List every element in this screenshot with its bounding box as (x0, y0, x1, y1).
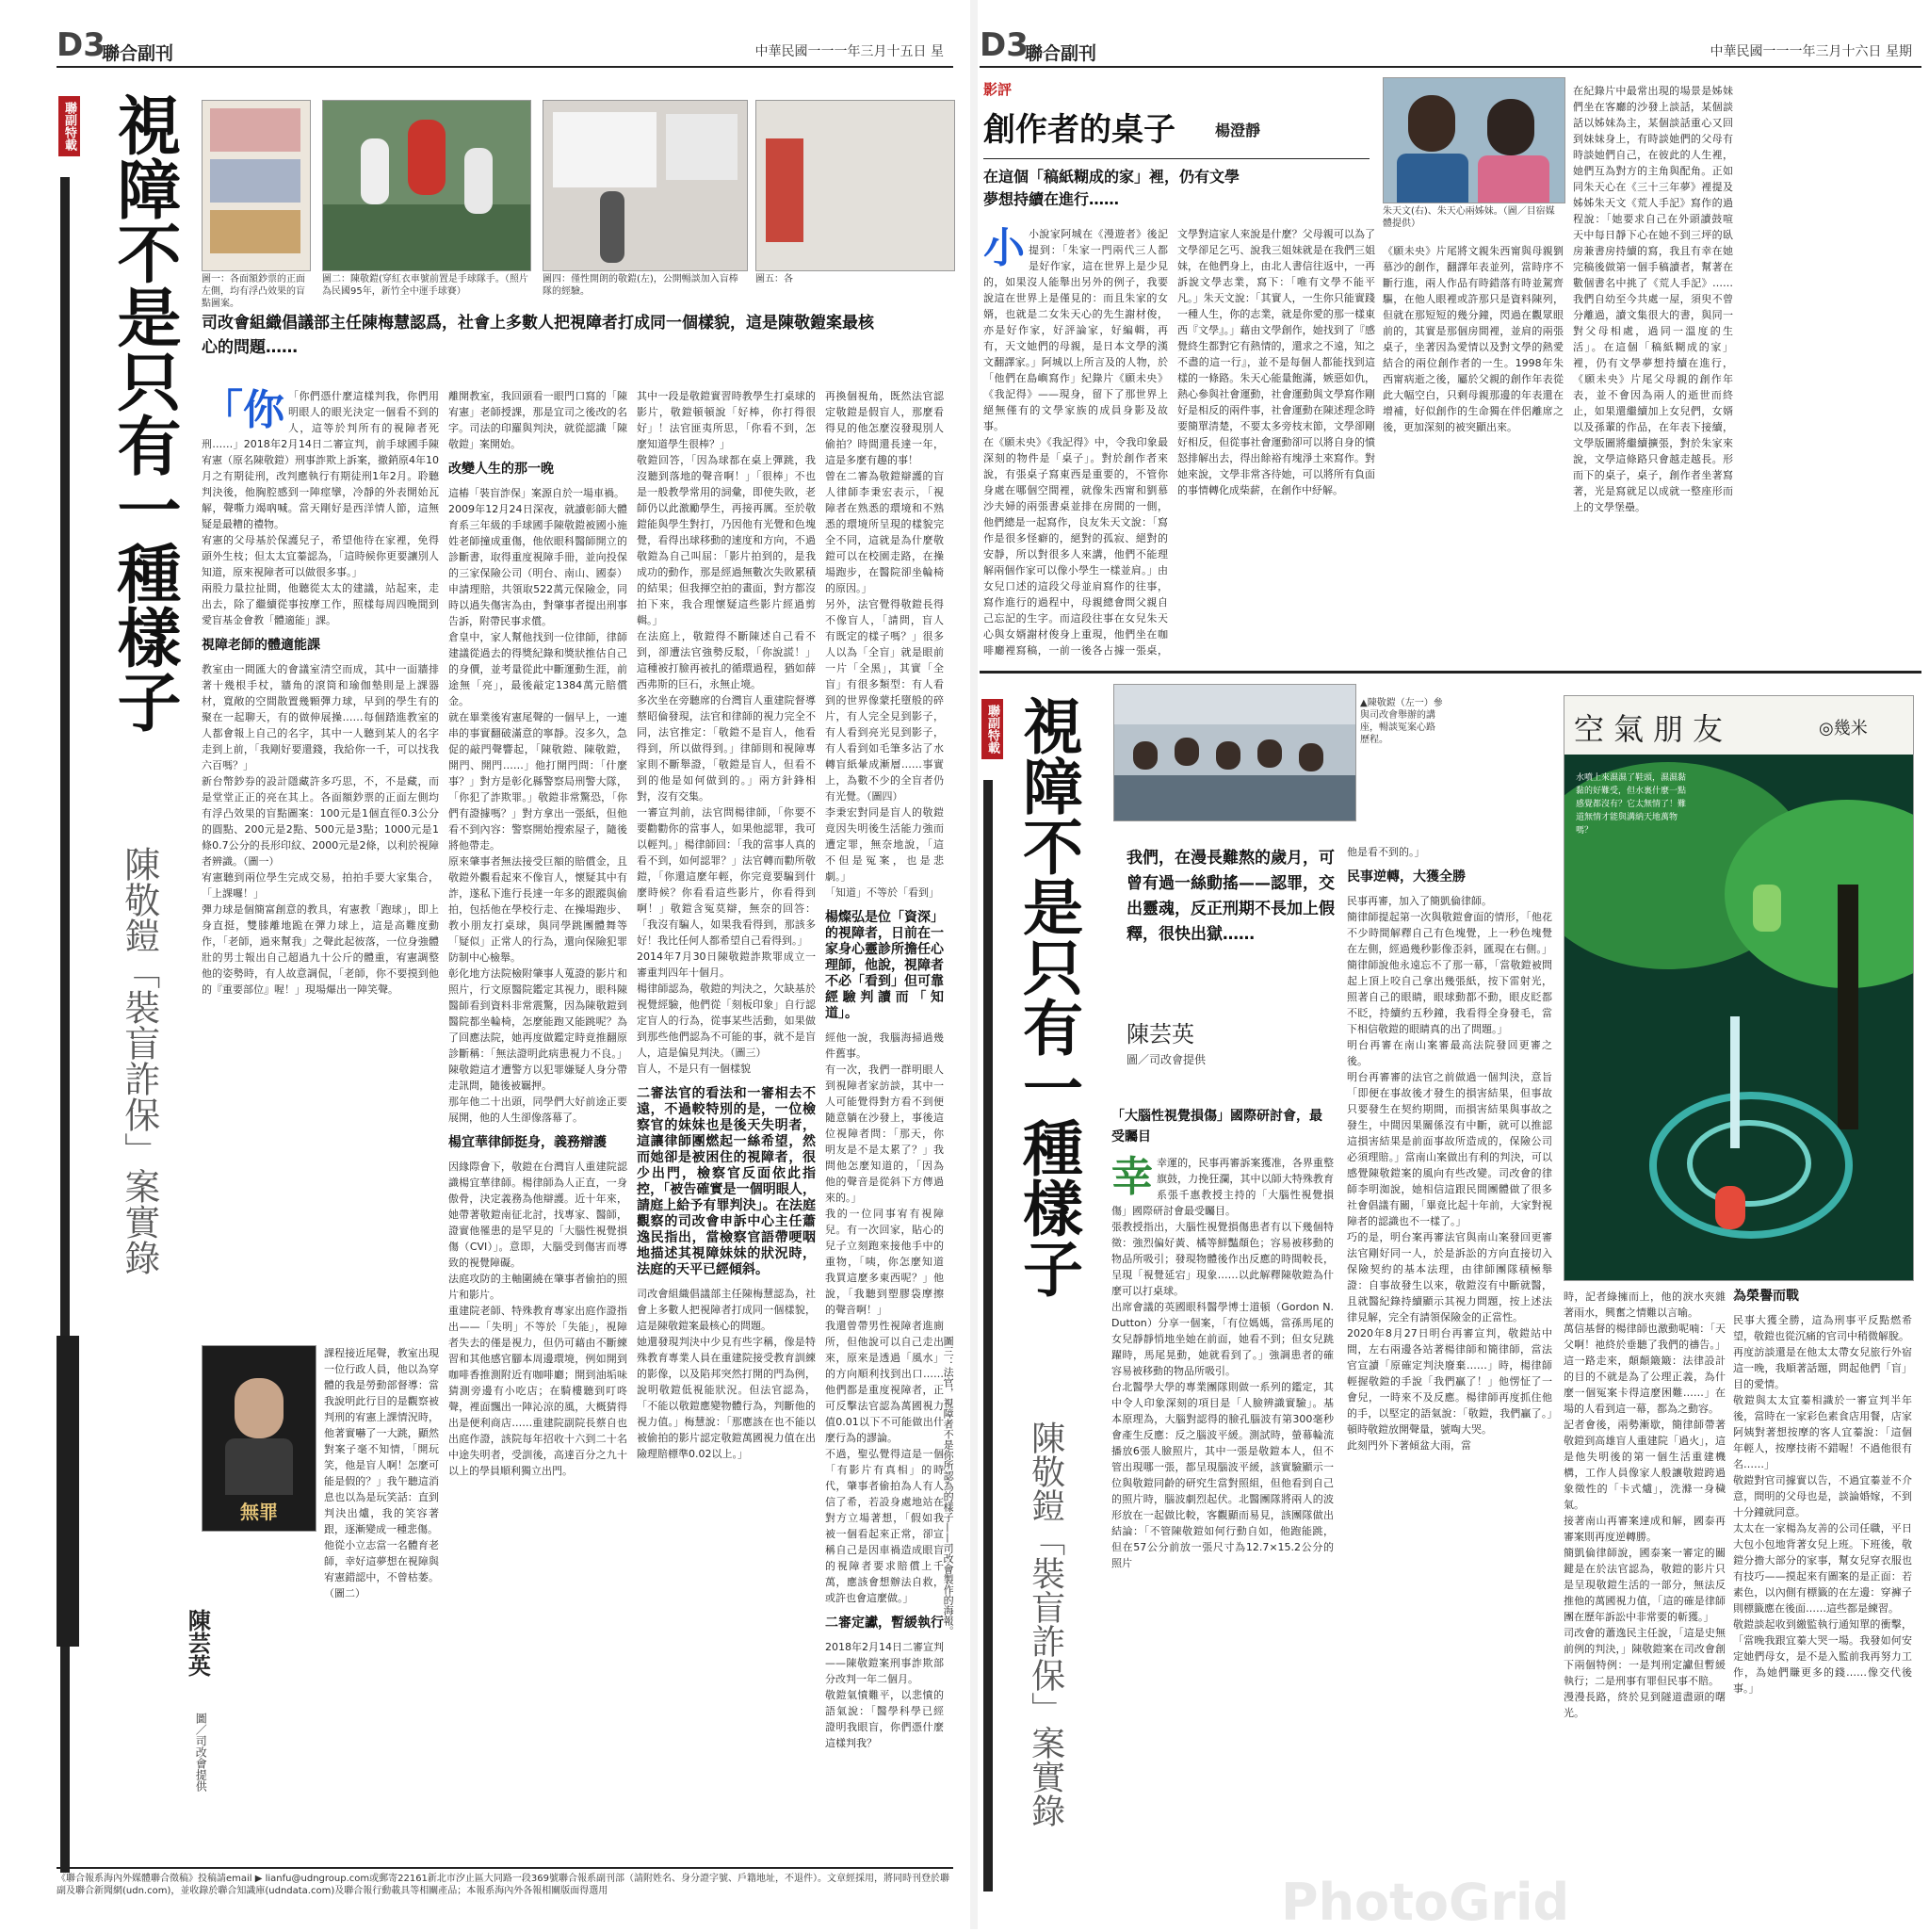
byline-credit: 圖／司改會提供 (1127, 1053, 1207, 1066)
paragraph: 敬鎧與太太宜蓁相識於一審宣判半年後，當時在一家彩色素食店用餐，店家阿姨對著想按摩的客人宜蓁說：「這個年輕人，按摩技術不錯喔！不過他很有名……」 (1733, 1394, 1912, 1470)
paragraph: 巧的是，明台案再審法官與南山案發回更審法官剛好同一人，於是訴訟的方向直接切入保險契約的基本法理，由律師團隊積極舉證：自事故發生以來，敬鎧沒有中斷就醫，且就醫紀錄持續顯示其視力問題，按上述法律見解，完全有請領保險金的正當性。 (1347, 1231, 1552, 1323)
paragraph: 法庭攻防的主軸圍繞在肇事者偷拍的照片和影片。 (448, 1273, 627, 1301)
review-author: 楊澄靜 (1215, 122, 1261, 139)
section-heading: 楊宜華律師挺身，義務辯護 (448, 1135, 607, 1150)
feature-tag: 聯副特載 (58, 96, 80, 156)
paragraph: 有一次，我們一群明眼人到視障者家訪談，其中一人可能覺得對方看不到便隨意躺在沙發上，事後這位視障者問：「那天，你明友是不是太累了？」我問他怎麼知道的，「因為他的聲音是從斜下方傳過來的。」 (825, 1063, 944, 1204)
paragraph: 太太在一家楊為友善的公司任職，平日大包小包地背著女兒上班。下班後，敬鎧分擔大部分的家事，幫女兒穿衣服也有技巧——摸起來有圖案的是正面：若素色，以內側有標籤的在左邊：穿褲子則標籤應在後面……這些都是練習。 (1733, 1522, 1912, 1615)
paragraph: 漫漫長路，終於見到隧道盡頭的曙光。 (1564, 1691, 1726, 1719)
paragraph: 幸運的，民事再審訴案獲准，各界重整旗鼓，力挽狂瀾，其中以師大特殊教育系張千惠教授主持的「大腦性視覺損傷」國際研討會最受矚目。 (1111, 1157, 1334, 1217)
paragraph: 接著南山再審案達成和解，國泰再審案則再度逆轉勝。 (1564, 1515, 1726, 1543)
page-number: D3 (57, 26, 105, 64)
paragraph: 他是看不到的。」 (1347, 846, 1425, 858)
paragraph: 重建院老師、特殊教育專家出庭作證指出——「失明」不等於「失能」，視障者失去的僅是視力，但仍可藉由不斷練習和其他感官腳本周邊環境，例如開到咖啡香推測附近有咖啡廳；開到油垢味猜測旁邊有小吃店；在騎樓聽到叮咚聲，裡面飄出一陣沁涼的風，大概猜得出是便利商店……重建院副院長蔡自也出庭作證，該院每年招收十六到二十名中途失明者，受訓後，高達百分之九十以上的學員順利獨立出門。 (448, 1305, 627, 1477)
byline-credit: 圖／司改會提供 (194, 1713, 208, 1792)
paragraph: 宥憲的父母基於保護兒子，希望他待在家裡，免得頭外生枝；但太太宜蓁認為，「這時候你更要讓別人知道，原來視障者可以做很多事。」 (202, 534, 439, 578)
paragraph: 他從小立志當一名體育老師，幸好這夢想在視障與宥憲錯認中，不曾枯萎。（圖二） (324, 1539, 439, 1599)
section-heading: 二審法官的看法和一審相去不遠，不過較特別的是，一位檢察官的妹妹也是後天失明者，這讓律師團燃起一絲希望，然而她卻是被困住的視障者，很少出門，檢察官反面依此指控，「被告確實是一個明眼人，請庭上給予有罪判決」。在法庭觀察的司改會申訴中心主任蕭逸民指出，當檢察官語帶哽咽地描述其視障妹妹的狀況時，法庭的天平已經傾斜。 (637, 1086, 816, 1277)
poster-word: 無罪 (240, 1501, 278, 1523)
left-page-header (57, 26, 953, 68)
portrait-caption: 圖三：法官，視障者不是你所認為的樣子——司改會製作的海報。 (942, 1336, 955, 1636)
byline-name: 陳芸英 (184, 1609, 211, 1677)
paragraph: 民事再審，加入了簡凱倫律師。 (1347, 895, 1492, 907)
paragraph: 簡凱倫律師說，國泰案一審定的關鍵是在於法官認為，敬鎧的影片只是呈現敬鎧生活的一部分，無法反推他的萬國視力值，「這的確是律師團在歷年訴訟中非常要的斬獲。」 (1564, 1547, 1726, 1623)
paragraph: 原來肇事者無法接受巨額的賠償金，且敬鎧外觀看起來不像盲人，懷疑其中有詐，遂私下進行長達一年多的跟蹤與偷拍，包括他在學校行走、在操場跑步、教小朋友打桌球，與同學跳團體舞等「疑似」正常人的行為，還向保險犯罪防制中心檢舉。 (448, 855, 627, 964)
right-page-header (980, 26, 1921, 68)
paragraph: 敬鎧回答，「因為球都在桌上彈跳，我沒聽到落地的聲音啊！」「很棒」不也是一般教學常用的詞彙，即使失敗，老師仍以此激勵學生，再接再厲。至於敬鎧能與學生對打，乃因他有光覺和色塊覺，看得出球移動的速度和方向，不過敬鎧為自己叫屈：「影片拍到的，是我成功的動作，那是經過無數次失敗累積的結果；但我揮空拍的畫面，對方都沒拍下來，我合理懷疑這些影片經過剪輯。」 (637, 454, 816, 626)
paragraph: 記者會後，兩勢漸歇，簡律師帶著敬鎧到高雄盲人重建院「過火」，這是他失明後的第一個生活重建機構，工作人員像家人般讓敬鎧跨過象徵性的「卡式爐」，洗滌一身穢氣。 (1564, 1419, 1726, 1511)
section-divider (980, 671, 1921, 674)
paragraph: 明台再審在南山案審最高法院發回更審之後。 (1347, 1039, 1552, 1067)
paragraph: 時，記者綠擁而上，他的淚水夾雜著雨水，興奮之情難以言喻。 (1564, 1291, 1726, 1319)
photo-caption-5: 圖五：各 (755, 274, 793, 284)
section-heading: 視障老師的體適能課 (202, 638, 320, 653)
paragraph: 另外，法官覺得敬鎧長得不像盲人，「請問，盲人有既定的樣子嗎？」很多人以為「全盲」就是眼前一片「全黑」，其實「全盲」有很多類型：有人看到的世界像蒙托墮般的碎片，有人完全見到影子，有人看到亮光見到影子，有人看到如毛筆多沾了水轉盲紙暈成漸層……事實上，為數不少的全盲者仍有光覺。（圖四） (825, 598, 944, 803)
air-friend-author: ◎幾米 (1819, 719, 1868, 739)
group-photo (1113, 684, 1356, 821)
paragraph: 曾在二審為敬鎧辯護的盲人律師李秉宏表示，「視障者在熟悉的環境和不熟悉的環境所呈現的樣貌完全不同，這就是為什麼敬鎧可以在校園走路，在操場跑步，在醫院卻坐輪椅的原因。」 (825, 470, 944, 594)
review-label: 影評 (983, 81, 1013, 98)
page-number: D3 (980, 26, 1029, 64)
byline-name: 陳芸英 (1127, 1021, 1194, 1047)
paragraph: 台北醫學大學的專業團隊則做一系列的鑑定，其中令人印象深刻的項目是「人臉辨識實驗」。基本原理為，大腦對認得的臉孔腦波有第300毫秒會產生反應：反之腦波平緩。測試時，螢幕輪流播放6張人臉照片，其中一張是敬鎧本人，但不管出現哪一張，都呈現腦波平緩，該實驗顯示一位與敬鎧同齡的研究生當對照組，但他看到自己的照片時，腦波劇烈起伏。北醫團隊將兩人的波形放在一起做比較，客觀顯而易見，該團隊做出結論：「不管陳敬鎧如何行動自如，他跑能跳，但在57公分前放一張尺寸為12.7×15.2公分的照片 (1111, 1381, 1334, 1569)
article-subtitle: 陳敬鎧「裝盲詐保」案實錄 (118, 846, 160, 1275)
banknote-photo (202, 100, 311, 271)
paragraph: 經他一說，我腦海掃過幾件舊事。 (825, 1031, 944, 1060)
paragraph: 《願未央》片尾將文親朱西甯與母親劉慕沙的創作，翻譯年表並列，當時序不斷行進，兩人作品有時錯落有時並駕齊驅，在他人眼裡或許那只是資料陳列，但就在那短短的幾分鐘，閃過在觀眾眼前的，其實是那個房間裡，並肩的兩張桌子，坐著因為愛情以及對文學的熱愛結合的兩位創作者的一生。1998年朱西甯病逝之後，屬於父親的創作年表從此大幅空白，只剩母親那邊的年表還在增補，好似創作的生命獨在伴侶離席之後，更加深刻的被突顯出來。 (1383, 245, 1564, 433)
paragraph: 多次坐在旁聽席的台灣盲人重建院督導蔡昭倫發現，法官和律師的視力完全不同，法官推定：「敬鎧不是盲人，他看得到，所以做得到。」律師則和視障專家則不斷舉證，「敬鎧是盲人，但看不到的他是如何做到的。」兩方針鋒相對，沒有交集。 (637, 694, 816, 803)
issue-date: 中華民國一一一年三月十六日 星期 (1710, 44, 1912, 59)
photo-caption-2: 圖二：陳敬鎧(穿紅衣車號前置是手球隊手。（照片為民國95年，新竹全中運手球賽） (322, 274, 528, 297)
article-lede: 司改會組織倡議部主任陳梅慧認爲，社會上多數人把視障者打成同一個樣貌，這是陳敬鎧案最核心的問題…… (202, 314, 874, 357)
paragraph: 新台幣鈔券的設計隱藏許多巧思，不，不是藏，而是堂堂正正的亮在其上。各面額鈔票的正面左側均有浮凸效果的盲點圖案：100元是1個直徑0.3公分的圓點、200元是2點、500元是3點；1000元是1條0.7公分的長形印紋、2000元是2條，以利於視障者辨識。（圖一） (202, 775, 439, 868)
review-column-1 (983, 226, 1168, 659)
portrait-poster (202, 1345, 316, 1532)
feature-column-c (1564, 1289, 1726, 1891)
review-column-4 (1573, 83, 1733, 659)
paragraph: 民事大獲全勝，這為刑事平反點燃希望，敬鎧也從沉痛的官司中稍微解脫。 (1733, 1314, 1912, 1342)
paragraph: 再度訪談還是在他太太帶女兒旅行外宿這一晚，我順著話題，問起他們「盲」目的愛情。 (1733, 1346, 1912, 1390)
right-margin-rule (983, 780, 993, 1891)
review-rule (983, 158, 1370, 159)
paragraph: 不過，聖弘覺得這是一個「有影片有真相」的時代，肇事者偷拍為人有人信了希，若設身處地站在對方立場著想，「假如我被一個看起來正常，卻宣稱自己是因車禍造成眼盲的視障者要求賠償上千萬，應該會想辦法自救，或許也會這麼做。」 (825, 1448, 944, 1604)
paragraph: 在《願未央》《我記得》中，令我印象最深刻的物件是「桌子」。對於創作者來說，有張桌子寫東西是重要的，不管你身處在哪個空間裡，就像朱西甯和劉慕沙夫婦的兩張書桌並排在房間的一側，他們總是一起寫作，良友朱天文說：「寫作是很多怪癖的，絕對的孤寂、絕對的安靜，所以對很多人來講，他們不能理解兩個作家可以像小學生一樣並肩。」由女兒口述的這段父母並肩寫作的往事，寫作進行的過程中，母親總會問父親自己忘記的生字。而這段往事在女兒朱天心與女婿謝材俊身上重現，他們坐在咖啡廳裡寫稿，一前一後各占據一張桌， (983, 436, 1168, 657)
paragraph: 這樁「裝盲詐保」案源自於一場車禍。 (448, 487, 624, 499)
air-friend-illustration (1564, 695, 1914, 1281)
drop-cap: 幸 (1111, 1155, 1153, 1201)
paragraph: 在紀錄片中最常出現的場景是姊妹們坐在客廳的沙發上談話，某個談話以姊妹為主，某個談話重心又回到妹妹身上，有時談她們的父母有時談她們自己，在彼此的人生裡，她們互為對方的主角與配角。正如同朱天心在《三十三年夢》裡提及姊姊朱天文《荒人手記》寫作的過程說：「她要求自己在外頭讀鼓喧天中每日靜下心在她不到三坪的臥房兼書房持續的寫，我且有幸在她完稿後做第一個手稿讀者，幫著在數個書名中挑了《荒人手記》……我們自幼至今共處一屋，須臾不曾分離過，讀文集很大的書，與同一對父母相處，過同一溫度的生活」。在這個「稿紙糊成的家」裡，仍有文學夢想持續在進行，《願未央》片尾父母親的創作年表，並不會因為兩人的逝世而終止，如果還繼續加上女兒們，女婿以及孫輩的作品，在年表下接續，文學版圖將繼續擴張，對於朱家來說，文學這條路只會越走越長。形而下的桌子，桌子，創作者坐著寫著，光是寫就足以成就一整座形而上的文學堡壘。 (1573, 85, 1733, 513)
sisters-photo (1383, 77, 1565, 203)
body-column-4 (825, 388, 944, 1810)
portrait-side-caption (57, 1336, 79, 1647)
paragraph: 就在畢業後宥憲尾聲的一個早上，一連串的事實翻破滿意的寧靜。沒多久，急促的敲門聲響起，「陳敬鎧、陳敬鎧，開門、開門……」他打開門問：「什麼事？」對方是彰化縣警察局刑警大隊，「你犯了詐欺罪。」敬鎧非常驚恐，「你們有證據嗎？」對方拿出一張紙，但他看不到內容：警察開始搜索屋子，隨後將他帶走。 (448, 711, 627, 852)
feature-column-d (1733, 1289, 1912, 1891)
paragraph: 出席會議的英國眼科醫學博士道頓（Gordon N. Dutton）分享一個案，「有位媽媽，當孫馬尾的女兒靜靜悄地坐她在前面，她看不到；但女兒跳躍時，馬尾晃動，她就看到了。」強調患者的確容易被移動的物品所吸引。 (1111, 1301, 1334, 1377)
air-friend-title: 空氣朋友 (1574, 711, 1733, 747)
review-column-3 (1383, 243, 1564, 659)
paragraph: 其中一段是敬鎧實習時教學生打桌球的影片，敬鎧頓頓說「好棒，你打得很好」！法官匪夷所思，「你看不到，怎麼知道學生很棒？」 (637, 390, 816, 450)
paragraph: 敬鎧對官司據實以告，不過宜蓁並不介意，問明的父母也是，談論婚嫁，不到十分鐘就同意。 (1733, 1474, 1912, 1518)
paragraph: 課程接近尾聲，教室出現一位行政人員，他以為穿體的我是勞動部督導：當我說明此行目的是觀察被判刑的宥憲上課情況時，他著實嚇了一大跳，顯然對案子毫不知情，「開玩笑，他是盲人啊！怎麼可能是假的？」我午聽這消息也以為是玩笑話：直到判決出爐，我的笑容著跟，逐漸變成一種悲傷。 (324, 1347, 439, 1535)
left-page (57, 17, 953, 1910)
paragraph: 2020年8月27日明台再審宣判，敬鎧站中間，左右兩邊各站著楊律師和簡律師，當法官宣讀「原確定判決廢棄……」時，楊律師輕握敬鎧的手說「我們贏了！」他愣怔了一會兒，一時來不及反應。楊律師再度抓住他的手，以堅定的語氣說：「敬鎧，我們贏了。」頓時敬鎧放開聲量，號啕大哭。 (1347, 1327, 1552, 1436)
paragraph: 萬信基督的楊律師也激動呢喃：「天父啊！祂終於垂聽了我們的禱告。」這一路走來，顛顛簸簸：法律設計的目的不就是為了公理正義，為什麼一個冤案卡得這麼困難……」在場的人看到這一幕，都為之動容。 (1564, 1323, 1726, 1415)
paragraph: 盲人，不是只有一個樣貌 (637, 1063, 751, 1075)
paragraph: 她還發現判決中少見有些字稱，像是特殊教育專業人員在重建院接受教育訓練的影像，以及陷邦突然打開的門為例，說明敬鎧低視能狀況。但法官認為，「不能以敬鎧應變物體行為，判斷他的視力值。」梅慧說：「那應該在也不能以被偷拍的影片認定敬鎧萬國視力值在出險理賠標準0.02以上。」 (637, 1336, 816, 1460)
handball-photo (322, 100, 531, 271)
conference-heading: 「大腦性視覺損傷」國際研討會，最受矚目 (1111, 1109, 1322, 1145)
paragraph: 司改會組織倡議部主任陳梅慧認為，社會上多數人把視障者打成同一個樣貌，這是陳敬鎧案最核心的問題。 (637, 1288, 816, 1332)
feature-tag: 聯副特載 (981, 699, 1003, 759)
paragraph: 此刻門外下著傾盆大雨，當 (1347, 1439, 1471, 1452)
paragraph: 彰化地方法院檢附肇事人蒐證的影片和照片，行文原醫院鑑定其視力，眼科陳醫師看到資料非常震驚，因為陳敬鎧到醫院都坐輪椅，怎麼能跑又能跳呢？為了回應法院，她再度做鑑定時竟推翻原診斷稱：「無法證明此病患視力不良。」陳敬鎧這才遭警方以犯罪嫌疑人身分帶走訊問，隨後被羈押。 (448, 967, 627, 1092)
paragraph: 我的一位同事宥有視障兒。有一次回家，貼心的兒子立刻跑來接他手中的重物，「咦，你怎麼知道我買這麼多東西呢？」他說，「我聽到塑膠袋摩擦的聲音啊！」 (825, 1208, 944, 1316)
paragraph: 兩股力量拉扯間，他聽從太太的建議，站起來，走出去，除了繼續從事按摩工作，照樣每周四晚間到愛盲基金會教「體適能」課。 (202, 582, 439, 626)
body-column-1 (202, 388, 439, 1330)
sisters-caption: 朱天文(右)、朱天心兩姊妹。（圖／目宿媒體提供） (1383, 206, 1555, 229)
paragraph: 因緣際會下，敬鎧在台灣盲人重建院認識楊宜華律師。楊律師為人正直，一身傲骨，決定義務為他辯護。近十年來，她帶著敬鎧南征北討，找專家、醫師，證實他罹患的是罕見的「大腦性視覺損傷（CVI）」。意即，大腦受到傷害而導致的視覺障礙。 (448, 1161, 627, 1269)
paragraph: 離開教室，我回頭看一眼門口寫的「陳宥憲」老師授課，那是宜司之後改的名字。司法的印羅與判決，就從認識「陳敬鎧」案開始。 (448, 390, 627, 450)
right-page (980, 17, 1921, 1910)
paragraph: 敬鎧談起收到繳監執行通知單的衝擊，「當晚我跟宜蓁大哭一場。我發如何安定她們母女，是不是入監前我再努力工作，為她們賺更多的錢……像交代後事。」 (1733, 1618, 1912, 1695)
paragraph: 我還曾帶男性視障者進廁所，但他說可以自己走出來，原來是透過「風水」的方向順利找到出口……他們都是重度視障者，正可反擊法官認為萬國視力值0.01以下不可能做出什麼行為的謬論。 (825, 1320, 944, 1444)
paragraph: 教室由一間匯大的會議室清空而成，其中一面牆排著十幾根手杖，牆角的滾筒和瑜伽墊則是上課器材，寬敞的空間散置幾顆彈力球，早到的學生有的聚在一起聊天，有的做伸展操……每個踏進教室的人都會報上自己的名字，其中一人聽到某人的名字走到上前，「我剛好要還錢，我給你一千，可以找我六百嗎？」 (202, 663, 439, 771)
article-subtitle: 陳敬鎧「裝盲詐保」案實錄 (1026, 1421, 1065, 1827)
review-lede: 在這個「稿紙糊成的家」裡，仍有文學夢想持續在進行…… (983, 168, 1240, 208)
paragraph: 明台再審審的法官之前做過一個判決，意旨「即便在事故後才發生的損害結果，但事故只要發生在契約期間，而損害結果與事故之發生，中間因果關係沒有中斷，就可以推認這損害結果是前面事故所造成的，保險公司必須理賠。」當南山案做出有利的判決，可以感覺陳敬鎧案的風向有些改變。司改會的律師李明洳說，她相信這跟民間團體做了很多社會倡議有關，「畢竟比起十年前，大家對視障者的認識也不一樣了。」 (1347, 1071, 1552, 1227)
paragraph: 簡律師提起第一次與敬鎧會面的情形，「他花不少時間解釋自己有色塊覺，上一秒色塊覺在左側，經過幾秒影像歪斜，匯現在右側。」簡律師說他永遠忘不了那一幕，「當敬鎧被問起上頂上咬自己拿出幾張紙，按下雷射光，照著自己的眼睛，眼球動都不動，眼皮眨都不眨，持續約五秒鐘，我看得全身發毛，當下相信敬鎧的眼睛真的出了問題。」 (1347, 911, 1552, 1035)
feature-column-a (1347, 844, 1552, 1890)
body-column-3 (637, 388, 816, 1810)
paragraph: 在法庭上，敬鎧得不斷陳述自己看不到，卻遭法官強勢反駁，「你說謊！」這種被打臉再被扎的循環過程，猶如薛西弗斯的巨石，永無止境。 (637, 630, 816, 690)
submission-footer: 《聯合報系海內外媒體聯合徵稿》投稿請email ▶ lianfu@udngroup.com或郵寄22161新北市汐止區大同路一段369號聯合報系副刊部（請附姓名、身分證字號、戶籍地址，不退件）。文章經採用，將同時刊登於聯副及聯合新聞網(udn.com)，並收錄於聯合知識庫(udndata.com)及聯合報行動載具等相關產品；本報系海內外各報相關版面得選用 (57, 1874, 950, 1896)
paragraph: 「知道」不等於「看到」 (825, 886, 939, 899)
paragraph: 司改會的蕭逸民主任說，「這是史無前例的判決，」陳敬鎧案在司改會創下兩個特例：一是判刑定讞但暫緩執行；二是刑事有罪但民事不賠。 (1564, 1627, 1726, 1687)
drop-cap: 「你 (202, 388, 284, 434)
article-title: 視障不是只有一種樣子 (106, 92, 181, 733)
body-column-2 (448, 388, 627, 1810)
paragraph: 再換個視角，既然法官認定敬鎧是假盲人，那麼看得見的他怎麼沒發現別人偷拍？時間還長達一年，這是多麼有趣的事！ (825, 390, 944, 466)
section-heading: 改變人生的那一晚 (448, 462, 554, 477)
photo-caption-1: 圖一：各面額鈔票的正面左側，均有浮凸效果的盲點圖案。 (202, 274, 305, 309)
review-title: 創作者的桌子 (983, 111, 1175, 149)
paragraph: 文學對這家人來說是什麼？父母親可以為了文學卻足乞丐、說我三姐妹就是在我們三姐妹，在他們身上，由北人書信往返中，一再訴說文學志業，寫下：「唯有文學不能平凡。」朱天文說：「其實人，一生你只能實踐一種人生，你的志業，就是你愛的那一樣東西『文學』。」藉由文學創作，她找到了『感覺終生都對它有熱情的，還求之不遠，知之不盡的這一行』，並不是每個人都能找到這樣的一條路。朱天心能量飽滿，嫉惡如仇，熱心參與社會運動，社會運動與文學寫作剛好是相反的兩件事，社會運動在陳述理念時要簡單清楚，不要太多旁枝末節，文學卻剛好相反，但從事社會運動卻可以將自身的憤怒排解出去，得出餘裕有塊淨土來寫作。對她來說，文學非常吝待她，可以將所有負面的事情轉化成柴薪，在創作中紓解。 (1177, 228, 1375, 496)
section-heading: 楊燦弘是位「資深」的視障者，日前在一家身心靈診所擔任心理師，他說，視障者不必「看到」但可靠經驗判讀而「知道」。 (825, 910, 944, 1021)
paragraph: 2014年7月30日陳敬鎧詐欺罪成立一審重判四年十個月。 (637, 950, 816, 979)
lecture-photo (543, 100, 748, 271)
paragraph: 一審宣判前，法官問楊律師，「你要不要勸勸你的當事人，如果他認罪，我可以輕判。」楊律師回：「我的當事人真的看不到，如何認罪？」法官轉而勸所敬鎧，「你還這麼年輕，你完竟要騙到什麼時候？你看看這些影片，你看得到啊！」敬鎧含冤莫辯，無奈的回答：「我沒有騙人，如果我看得到，那該多好！我比任何人都希望自己看得到。」 (637, 806, 816, 947)
paragraph: 2018年2月14日二審宣判——陳敬鎧案刑事詐欺部分改判一年二個月。 (825, 1641, 944, 1685)
feature-column-b (1111, 1155, 1334, 1890)
paragraph: 2009年12月24日深夜，就讀彰師大體育系三年級的手球國手陳敬鎧被國小施姓老師撞成重傷，他依眼科醫師開立的診斷書，取得重度視障手冊，並向投保的三家保險公司（明台、南山、國泰）申請理賠，共領取522萬元保險金，同時以過失傷害為由，對肇事者提出刑事告訴，附帶民事求償。 (448, 503, 627, 627)
paragraph: 敬鎧氣憤難平，以悲憤的語氣說：「醫學科學已經證明我眼盲，你們憑什麼這樣判我？ (825, 1689, 944, 1749)
paragraph: 倉皇中，家人幫他找到一位律師，律師建議從過去的得獎紀錄和獎狀推估自己的身價，並考量從此中斷運動生涯，前途無「亮」，最後敲定1384萬元賠償金。 (448, 631, 627, 707)
paragraph: 「你們憑什麼這樣判我，你們用明眼人的眼光決定一個看不到的人，這等於判所有的視障者死刑……」2018年2月14日二審宣判，前手球國手陳宥憲（原名陳敬鎧）刑事詐欺上訴案，撤銷原4年10月之有期徒刑，改判應執行有期徒刑1年2月。聆聽判決後，他胸腔感到一陣痙攣，冷靜的外表開始瓦解，聲嘶力竭吶喊。當天剛好是西洋情人節，這無疑是最糟的禮物。 (202, 390, 439, 530)
paragraph: 那年他二十出頭，同學們大好前途正要展開，他的人生卻像落幕了。 (448, 1096, 627, 1124)
article-title: 視障不是只有一種樣子 (1013, 695, 1082, 1298)
drop-cap: 小 (983, 226, 1025, 272)
photogrid-watermark: PhotoGrid (1281, 1873, 1570, 1932)
paragraph: 宥憲聽到兩位學生完成交易，拍拍手要大家集合，「上課囉！」 (202, 871, 439, 900)
fifth-photo (755, 100, 955, 271)
review-column-5 (1743, 83, 1912, 659)
photo-caption-4: 圖四：僅性開朗的敬鎧(左)，公開暢談加入盲棒隊的經驗。 (543, 274, 738, 297)
body-column-1b (324, 1345, 439, 1807)
section-heading: 為榮譽而戰 (1733, 1289, 1799, 1304)
section-heading: 民事逆轉，大獲全勝 (1347, 869, 1466, 885)
air-friend-bubble: 水噴上來濕濕了鞋頭，濕濕黏黏的好難受，但水裏什麼一點感覺都沒有？它太無情了！難道無情才能與溝納天地萬物嗎？ (1576, 773, 1687, 836)
section-name: 聯合副刊 (1025, 43, 1097, 64)
section-heading: 二審定讞，暫緩執行 (825, 1615, 944, 1631)
paragraph: 張教授指出，大腦性視覺損傷患者有以下幾個特徵：強烈偏好黃、橘等鮮豔顏色；容易被移動的物品所吸引；發現物體後作出反應的時間較長，呈現「視覺延宕」現象……以此解釋陳敬鎧為什麼可以打桌球。 (1111, 1221, 1334, 1297)
review-column-2 (1177, 226, 1375, 659)
issue-date: 中華民國一一一年三月十五日 星 (754, 44, 944, 59)
section-name: 聯合副刊 (102, 43, 174, 64)
paragraph: 楊律師認為，敬鎧的判決之，欠缺基於視覺經驗，他們從「刻板印象」自行認定盲人的行為，從事某些活動，如果做到那些他們認為不可能的事，就不是盲人，這是偏見判決。（圖三） (637, 982, 816, 1059)
page-gutter (970, 0, 978, 1929)
paragraph: 彈力球是個簡富創意的教具，宥憲教「跑球」，即上身直挺，雙膝離地跪在彈力球上，這是高難度動作，「老師，過來幫我」之聲此起彼落，一位身強體壯的男士報出自己超過九十公斤的體重，宥憲調整他的姿勢時，有人故意調侃，「老師，你不要摸到他的『重要部位』喔！」現場爆出一陣笑聲。 (202, 903, 439, 996)
paragraph: 李秉宏對同是盲人的敬鎧竟因失明後生活能力強而遭定罪，無奈地說，「這不但是冤案，也是悲劇。」 (825, 806, 944, 883)
paragraph: 小說家阿城在《漫遊者》後記提到：「朱家一門兩代三人都是好作家，這在世界上是少見的，如果沒人能舉出另外的例子，我要說這在世界上是僅見的：而且朱家的女婿，也就是二女朱天心的先生謝材俊，亦是好作家，好評論家，好編輯，再有，天文她們的母親，是日本文學的漢文翻譯家。」阿城以上所言及的人物，於「他們在島嶼寫作」紀錄片《願未央》《我記得》——現身，留下了那世界上絕無僅有的文學家族的成員身影及故事。 (983, 228, 1168, 432)
footer-rule (57, 1867, 953, 1869)
pull-quote: 我們，在漫長難熬的歲月，可曾有過一絲動搖——認罪，交出靈魂，反正刑期不長加上假釋，很快出獄…… (1127, 849, 1335, 944)
group-photo-caption: ▲陳敬鎧（左一）參與司改會舉辦的講座，暢談冤案心路歷程。 (1360, 698, 1443, 745)
